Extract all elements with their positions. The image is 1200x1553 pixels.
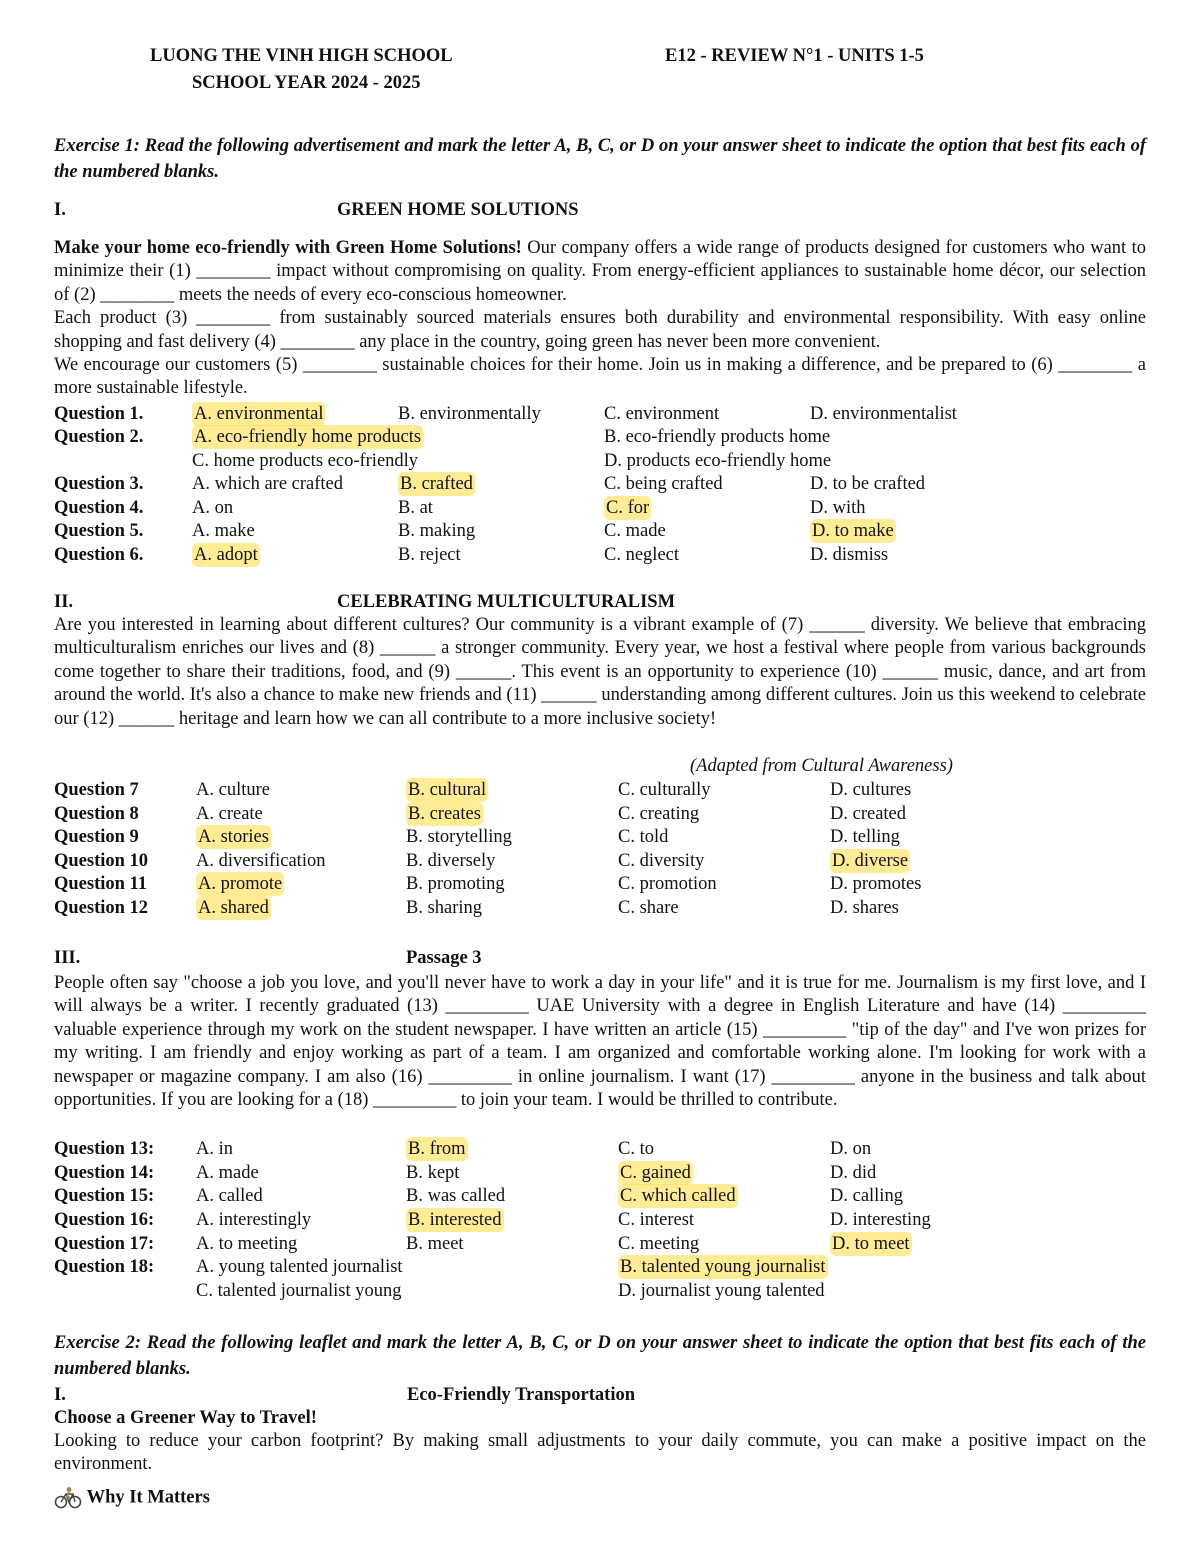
question-row-9 [54, 825, 1146, 849]
section2-title: CELEBRATING MULTICULTURALISM [337, 592, 676, 612]
section1-heading [54, 198, 1146, 222]
exercise1-instruction: Exercise 1: Read the following advertisement and mark the letter A, B, C, or D on your answer sheet to indicate the option that best fits each of the numbered blanks. [54, 136, 1146, 182]
question-row-3 [54, 472, 1146, 496]
option-a[interactable]: A. adopt [194, 545, 258, 565]
question-label: Question 5. [54, 521, 144, 541]
option-d[interactable]: D. diverse [832, 851, 909, 871]
option-d[interactable]: D. journalist young talented [618, 1281, 825, 1301]
option-b[interactable]: B. from [408, 1139, 466, 1159]
exercise2-number: I. [54, 1385, 66, 1405]
section2-number: II. [54, 592, 74, 612]
question-label: Question 15: [54, 1186, 155, 1206]
option-d[interactable]: D. to make [812, 521, 894, 541]
question-row-16 [54, 1208, 1146, 1232]
option-a[interactable]: A. environmental [194, 404, 324, 424]
option-b[interactable]: B. kept [406, 1163, 460, 1183]
option-d[interactable]: D. environmentalist [810, 404, 957, 424]
option-b[interactable]: B. crafted [400, 474, 473, 494]
option-c[interactable]: C. environment [604, 404, 720, 424]
option-c[interactable]: C. meeting [618, 1234, 700, 1254]
question-label: Question 1. [54, 404, 144, 424]
section1-text1: Our company offers a wide range of products designed for customers who want to minimize their (1) ________ impact without compromising on quality. From energy-efficient appliances to sustainable home décor, our selection of (2) ________ meets the needs of every eco-conscious homeowner. [54, 238, 1147, 305]
question-row-18b [54, 1279, 1146, 1303]
option-c[interactable]: C. interest [618, 1210, 695, 1230]
option-c[interactable]: C. diversity [618, 851, 705, 871]
option-b[interactable]: B. sharing [406, 898, 483, 918]
option-d[interactable]: D. products eco-friendly home [604, 451, 832, 471]
section3-title: Passage 3 [406, 948, 482, 968]
option-d[interactable]: D. interesting [830, 1210, 931, 1230]
option-b[interactable]: B. environmentally [398, 404, 541, 424]
review-title: E12 - REVIEW N°1 - UNITS 1-5 [665, 46, 924, 66]
option-c[interactable]: C. home products eco-friendly [192, 451, 419, 471]
question-label: Question 3. [54, 474, 144, 494]
option-d[interactable]: D. promotes [830, 874, 922, 894]
option-a[interactable]: A. interestingly [196, 1210, 312, 1230]
question-label: Question 10 [54, 851, 149, 871]
exercise2-title: Eco-Friendly Transportation [407, 1385, 635, 1405]
option-d[interactable]: D. telling [830, 827, 900, 847]
option-c[interactable]: C. share [618, 898, 679, 918]
option-a[interactable]: A. shared [198, 898, 269, 918]
question-row-12 [54, 896, 1146, 920]
section3-heading [54, 946, 1146, 970]
option-b[interactable]: B. talented young journalist [620, 1257, 826, 1277]
question-label: Question 17: [54, 1234, 155, 1254]
question-label: Question 12 [54, 898, 149, 918]
question-row-7 [54, 778, 1146, 802]
school-name: LUONG THE VINH HIGH SCHOOL [150, 46, 453, 66]
option-a[interactable]: A. promote [198, 874, 283, 894]
exercise2-heading [54, 1383, 1146, 1407]
option-a[interactable]: A. culture [196, 780, 270, 800]
option-c[interactable]: C. for [606, 498, 650, 518]
option-a[interactable]: A. stories [198, 827, 269, 847]
option-a[interactable]: A. make [192, 521, 255, 541]
option-c[interactable]: C. told [618, 827, 669, 847]
section1-passage [54, 237, 1146, 401]
option-d[interactable]: D. cultures [830, 780, 912, 800]
option-c[interactable]: C. creating [618, 804, 700, 824]
why-it-matters-label: Why It Matters [86, 1487, 210, 1508]
question-label: Question 2. [54, 427, 144, 447]
exercise2-subtitle: Choose a Greener Way to Travel! [54, 1408, 317, 1428]
option-c[interactable]: C. talented journalist young [196, 1281, 402, 1301]
option-d[interactable]: D. with [810, 498, 866, 518]
option-b[interactable]: B. at [398, 498, 433, 518]
option-b[interactable]: B. storytelling [406, 827, 512, 847]
option-c[interactable]: C. which called [620, 1186, 736, 1206]
option-a[interactable]: A. eco-friendly home products [194, 427, 422, 447]
section2-heading [54, 590, 1146, 614]
bicycle-icon [54, 1486, 82, 1510]
section1-number: I. [54, 200, 66, 220]
option-a[interactable]: A. diversification [196, 851, 326, 871]
option-b[interactable]: B. cultural [408, 780, 487, 800]
section2-passage: Are you interested in learning about different cultures? Our community is a vibrant example of (7) ______ diversity. We believe that embracing multiculturalism enriches our lives and (8) ______ a stronger community. Every year, we host a festival where people from various backgrounds come together to share their traditions, food, and (9) ______. This event is an opportunity to experience (10) ______ music, dance, and art from around the world. It's also a chance to make new friends and (11) ______ understanding among different cultures. Join us this weekend to celebrate our (12) ______ heritage and learn how we can all contribute to a more inclusive society! [54, 615, 1146, 729]
section3-passage: People often say "choose a job you love, and you'll never have to work a day in your life" and it is true for me. Journalism is my first love, and I will always be a writer. I recently graduated (13) _________ UAE University with a degree in English Literature and have (14) _________ valuable experience through my work on the student newspaper. I have written an article (15) _________ "tip of the day" and I've won prizes for my writing. I am friendly and enjoy working as part of a team. I am organized and comfortable working alone. I'm looking for work with a newspaper or magazine company. I am also (16) _________ in online journalism. I want (17) _________ anyone in the business and talk about opportunities. If you are looking for a (18) _________ to join your team. I would be thrilled to contribute. [54, 973, 1146, 1111]
school-year: SCHOOL YEAR 2024 - 2025 [192, 73, 421, 93]
option-b[interactable]: B. making [398, 521, 476, 541]
option-b[interactable]: B. eco-friendly products home [604, 427, 831, 447]
option-d[interactable]: D. did [830, 1163, 877, 1183]
option-a[interactable]: A. to meeting [196, 1234, 298, 1254]
question-row-10 [54, 849, 1146, 873]
option-c[interactable]: C. being crafted [604, 474, 723, 494]
section1-title: GREEN HOME SOLUTIONS [337, 200, 579, 220]
option-d[interactable]: D. created [830, 804, 907, 824]
question-label: Question 4. [54, 498, 144, 518]
option-b[interactable]: B. creates [408, 804, 481, 824]
option-b[interactable]: B. diversely [406, 851, 496, 871]
option-d[interactable]: D. on [830, 1139, 872, 1159]
question-row-11 [54, 872, 1146, 896]
option-d[interactable]: D. to meet [832, 1234, 910, 1254]
question-row-6 [54, 543, 1146, 567]
option-a[interactable]: A. create [196, 804, 263, 824]
section1-text2: Each product (3) ________ from sustainably sourced materials ensures both durability and environmental responsibility. With easy online shopping and fast delivery (4) ________ any place in the country, going green has never been more convenient. [54, 308, 1146, 352]
option-a[interactable]: A. called [196, 1186, 263, 1206]
question-label: Question 7 [54, 780, 139, 800]
section3-number: III. [54, 948, 81, 968]
option-d[interactable]: D. dismiss [810, 545, 889, 565]
question-row-2b [54, 449, 1146, 473]
option-c[interactable]: C. gained [620, 1163, 691, 1183]
option-b[interactable]: B. was called [406, 1186, 506, 1206]
option-d[interactable]: D. shares [830, 898, 899, 918]
why-it-matters [54, 1486, 210, 1512]
option-d[interactable]: D. to be crafted [810, 474, 926, 494]
question-row-14 [54, 1161, 1146, 1185]
option-c[interactable]: C. to [618, 1139, 654, 1159]
question-label: Question 13: [54, 1139, 155, 1159]
question-row-17 [54, 1232, 1146, 1256]
option-c[interactable]: C. neglect [604, 545, 680, 565]
section1-text3: We encourage our customers (5) ________ sustainable choices for their home. Join us in making a difference, and be prepared to (6) ________ a more sustainable lifestyle. [54, 355, 1146, 399]
exercise2-text: Looking to reduce your carbon footprint? By making small adjustments to your daily commute, you can make a positive impact on the environment. [54, 1431, 1146, 1475]
question-label: Question 6. [54, 545, 144, 565]
question-label: Question 16: [54, 1210, 155, 1230]
question-row-2 [54, 425, 1146, 449]
option-d[interactable]: D. calling [830, 1186, 903, 1206]
option-b[interactable]: B. meet [406, 1234, 464, 1254]
question-row-4 [54, 496, 1146, 520]
question-row-15 [54, 1184, 1146, 1208]
option-b[interactable]: B. reject [398, 545, 461, 565]
option-c[interactable]: C. promotion [618, 874, 717, 894]
question-row-18 [54, 1255, 1146, 1279]
question-label: Question 18: [54, 1257, 155, 1277]
question-row-13 [54, 1137, 1146, 1161]
question-label: Question 14: [54, 1163, 155, 1183]
option-a[interactable]: A. in [196, 1139, 233, 1159]
option-a[interactable]: A. which are crafted [192, 474, 343, 494]
exercise2-instruction: Exercise 2: Read the following leaflet and mark the letter A, B, C, or D on your answer sheet to indicate the option that best fits each of the numbered blanks. [54, 1333, 1146, 1379]
question-label: Question 9 [54, 827, 139, 847]
section2-source: (Adapted from Cultural Awareness) [690, 756, 953, 776]
question-row-1 [54, 402, 1146, 426]
section1-lead: Make your home eco-friendly with Green Home Solutions! [54, 238, 522, 258]
option-a[interactable]: A. made [196, 1163, 259, 1183]
question-label: Question 11 [54, 874, 148, 894]
option-a[interactable]: A. on [192, 498, 234, 518]
option-c[interactable]: C. made [604, 521, 666, 541]
option-b[interactable]: B. promoting [406, 874, 505, 894]
question-label: Question 8 [54, 804, 139, 824]
option-a[interactable]: A. young talented journalist [196, 1257, 403, 1277]
question-row-5 [54, 519, 1146, 543]
question-row-8 [54, 802, 1146, 826]
option-b[interactable]: B. interested [408, 1210, 502, 1230]
option-c[interactable]: C. culturally [618, 780, 711, 800]
